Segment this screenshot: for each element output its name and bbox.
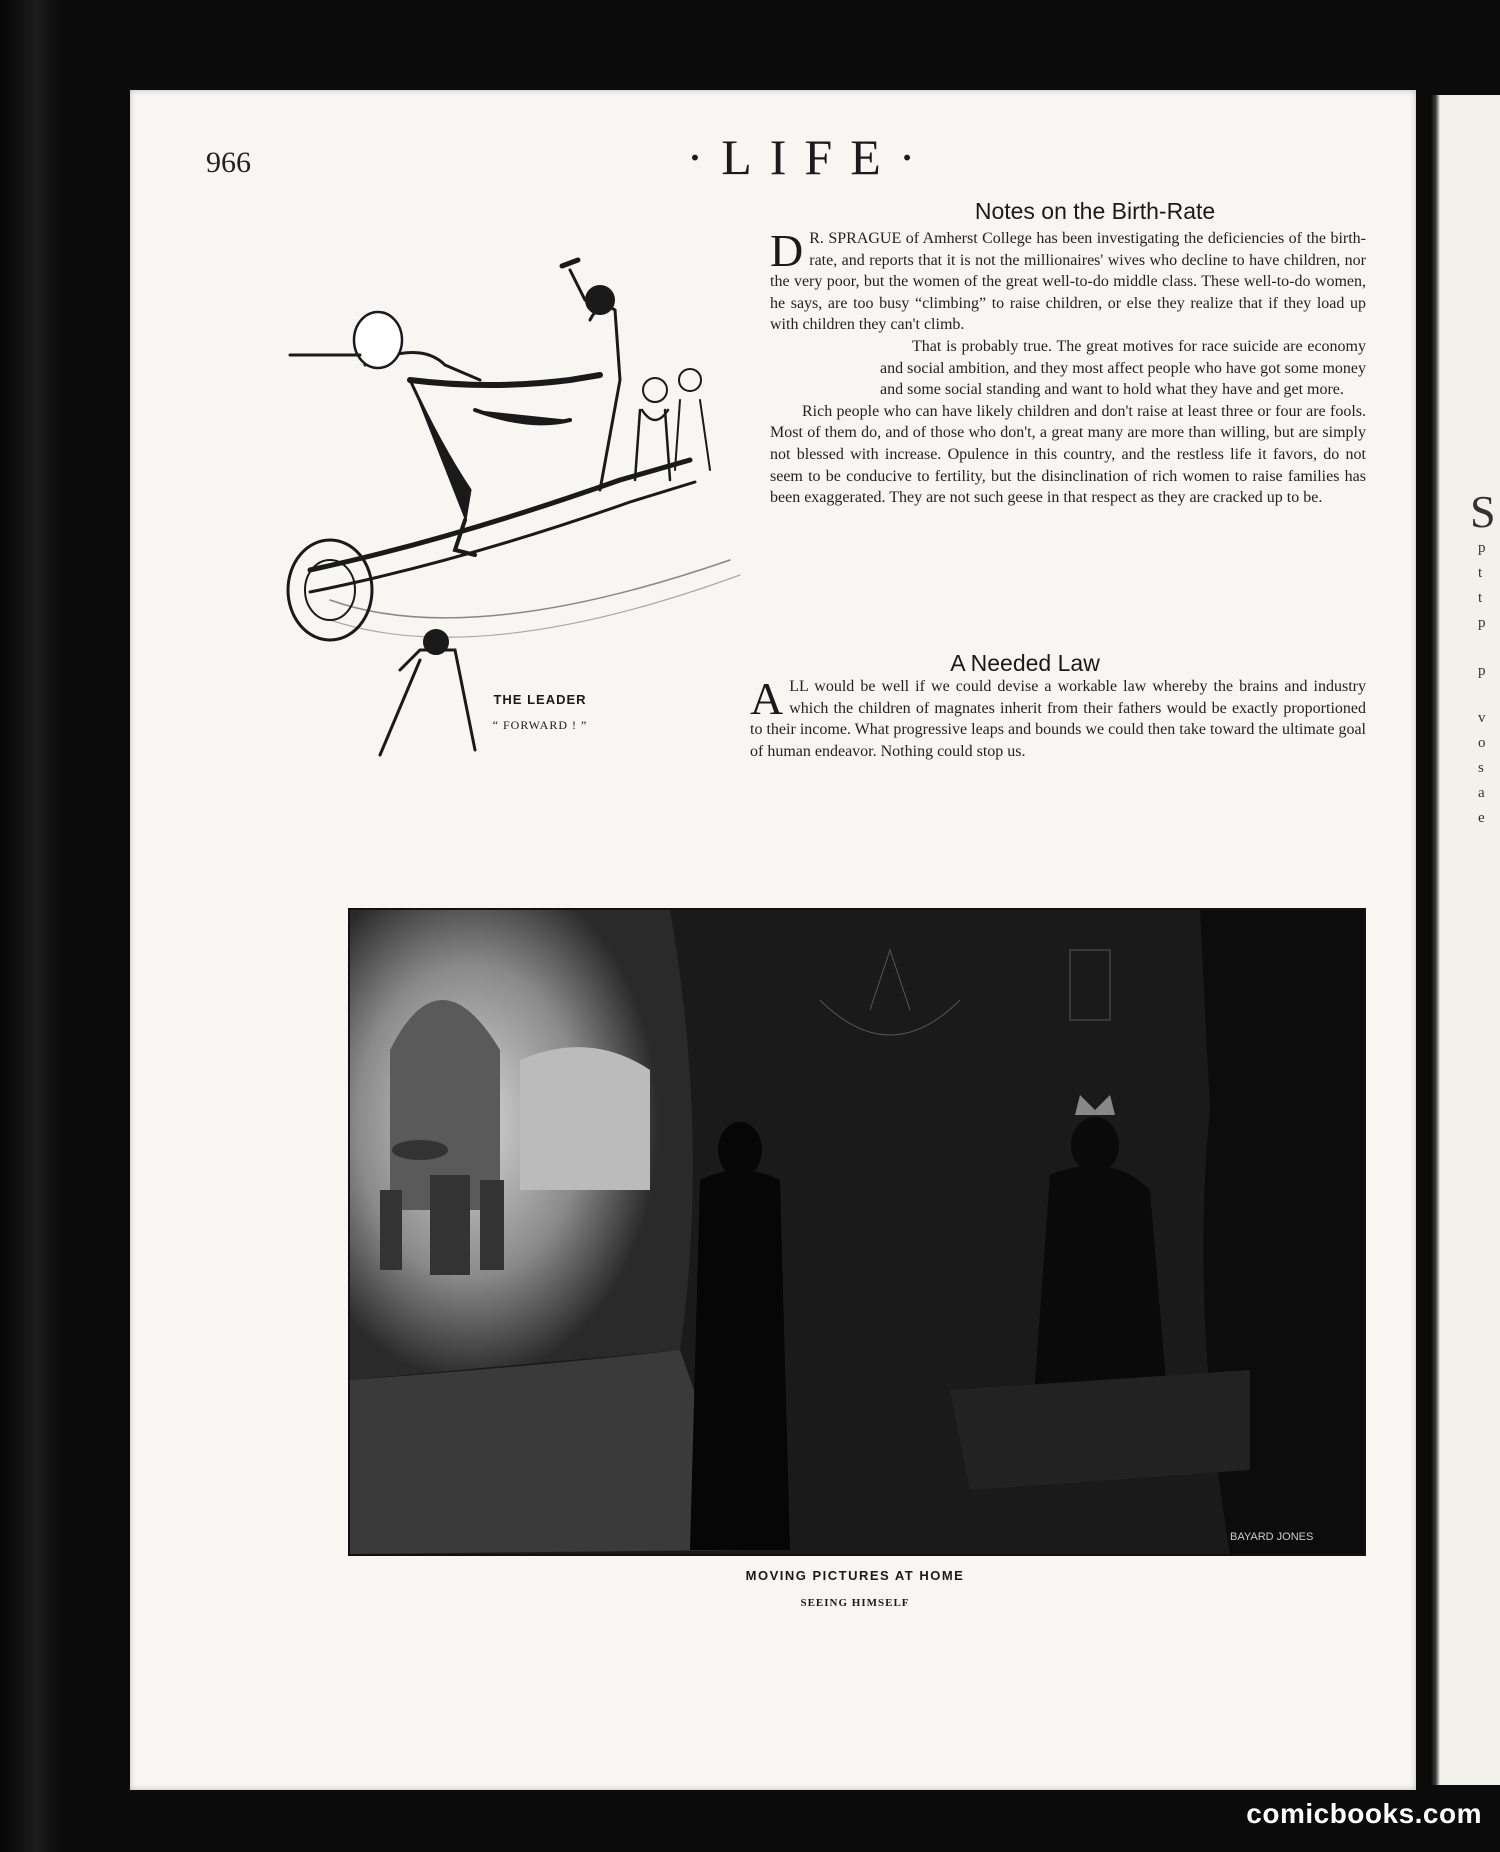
facing-page-letter: p: [1478, 615, 1486, 631]
facing-page-letter: t: [1478, 565, 1483, 581]
article-paragraph: Rich people who can have likely children and don't raise at least three or four are fools. Most of them do, and of those who don't, a great many are more than willing, but are simply not blessed with increase. Opulence in this country, and the restless life it favors, do not seem to be conducive to fertility, but the disinclination of rich women to raise families has been exaggerated. They are not such geese in that respect as they are cracked up to be.: [770, 402, 1366, 507]
article-paragraph: [770, 225, 1366, 336]
drop-cap: D: [770, 225, 804, 276]
moving-pictures-illustration: [348, 908, 1366, 1556]
article-needed-law: [750, 673, 1366, 762]
article-title: Notes on the Birth-Rate: [974, 198, 1216, 224]
article-notes-birth-rate: [770, 225, 1366, 509]
facing-page-letter: a: [1478, 785, 1485, 801]
paragraph-text: R. SPRAGUE of Amherst College has been investigating the deficiencies of the birth-rate, and reports that it is not the millionaires' wives who decline to have children, nor the very poor, but the women of the great well-to-do middle class. These well-to-do women, he says, are too busy “climbing” to raise children, or else they realize that if they load up with children they can't climb.: [770, 230, 1366, 334]
cartoon-subcaption: “ FORWARD ! ”: [492, 718, 588, 732]
article-title: A Needed Law: [950, 650, 1100, 676]
facing-page-letter: s: [1478, 760, 1484, 776]
facing-page-letter: e: [1478, 810, 1485, 826]
article-paragraph: [750, 673, 1366, 762]
article-paragraph: That is probably true. The great motives for race suicide are economy and social ambition, and they most affect people who have got some money and some social standing and want to hold what they have and get more.: [880, 337, 1366, 399]
facing-page-letter: v: [1478, 710, 1486, 726]
drop-cap: A: [750, 673, 784, 724]
page-gutter: [1430, 95, 1440, 1785]
the-leader-cartoon: [270, 225, 830, 770]
facing-page-letter: p: [1478, 663, 1486, 679]
facing-page-letter: p: [1478, 540, 1486, 556]
illustration-caption: MOVING PICTURES AT HOME: [745, 1568, 965, 1583]
facing-page-letter: S: [1470, 486, 1496, 537]
scan-border-left: [0, 0, 62, 1852]
cartoon-caption: THE LEADER: [493, 692, 587, 707]
page-number: 966: [206, 146, 251, 179]
paragraph-text: LL would be well if we could devise a workable law whereby the brains and industry which the children of magnates inherit from their fathers would be exactly proportioned to their income. What progressive leaps and bounds we could then take toward the ultimate goal of human endeavor. Nothing could stop us.: [750, 678, 1366, 760]
magazine-masthead: ·LIFE·: [686, 129, 934, 185]
facing-page-letter: o: [1478, 735, 1486, 751]
source-watermark: comicbooks.com: [1246, 1798, 1482, 1829]
facing-page-edge: [1430, 95, 1500, 1785]
artist-signature: BAYARD JONES: [1230, 1531, 1314, 1543]
illustration-subcaption: SEEING HIMSELF: [800, 1597, 910, 1609]
facing-page-letter: t: [1478, 590, 1483, 606]
